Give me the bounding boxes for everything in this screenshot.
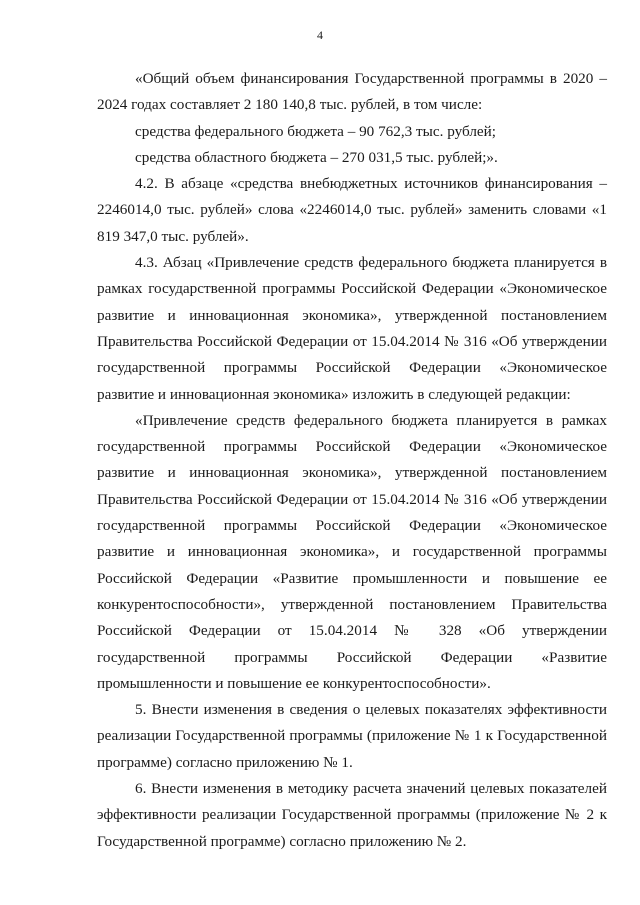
paragraph-item-4-3: 4.3. Абзац «Привлечение средств федерального бюджета планируется в рамках государственной программы Российской Федерации «Экономическое развитие и инновационная экономика», утвержденной постановлением Правительства Российской Федерации от 15.04.2014 № 316 «Об утверждении государственной программы Российской Федерации «Экономическое развитие и инновационная экономика» изложить в следующей редакции: (97, 254, 607, 403)
paragraph-item-6: 6. Внести изменения в методику расчета значений целевых показателей эффективности реализации Государственной программы (приложение № 2 к Государственной программе) согласно приложению № 2. (97, 780, 607, 850)
paragraph-new-wording: «Привлечение средств федерального бюджета планируется в рамках государственной программы Российской Федерации «Экономическое развитие и инновационная экономика», утвержденной постановлением Правительства Российской Федерации от 15.04.2014 № 316 «Об утверждении государственной программы Российской Федерации «Экономическое развитие и инновационная экономика», и государственной программы Российской Федерации «Развитие промышленности и повышение ее конкурентоспособности», утвержденной постановлением Правительства Российской Федерации от 15.04.2014 № 328 «Об утверждении государственной программы Российской Федерации «Развитие промышленности и повышение ее конкурентоспособности». (97, 411, 607, 692)
page-number: 4 (317, 28, 323, 42)
paragraph-item-4-2: 4.2. В абзаце «средства внебюджетных источников финансирования – 2246014,0 тыс. рублей» слова «2246014,0 тыс. рублей» заменить словами «1 819 347,0 тыс. рублей». (97, 175, 607, 245)
paragraph-federal-budget: средства федерального бюджета – 90 762,3 тыс. рублей; (135, 122, 497, 140)
document-body (97, 66, 607, 855)
paragraph-item-5: 5. Внести изменения в сведения о целевых показателях эффективности реализации Государственной программы (приложение № 1 к Государственной программе) согласно приложению № 1. (97, 701, 607, 771)
paragraph-financing-total: «Общий объем финансирования Государственной программы в 2020 – 2024 годах составляет 2 180 140,8 тыс. рублей, в том числе: (97, 70, 607, 114)
paragraph-regional-budget: средства областного бюджета – 270 031,5 тыс. рублей;». (135, 148, 498, 166)
